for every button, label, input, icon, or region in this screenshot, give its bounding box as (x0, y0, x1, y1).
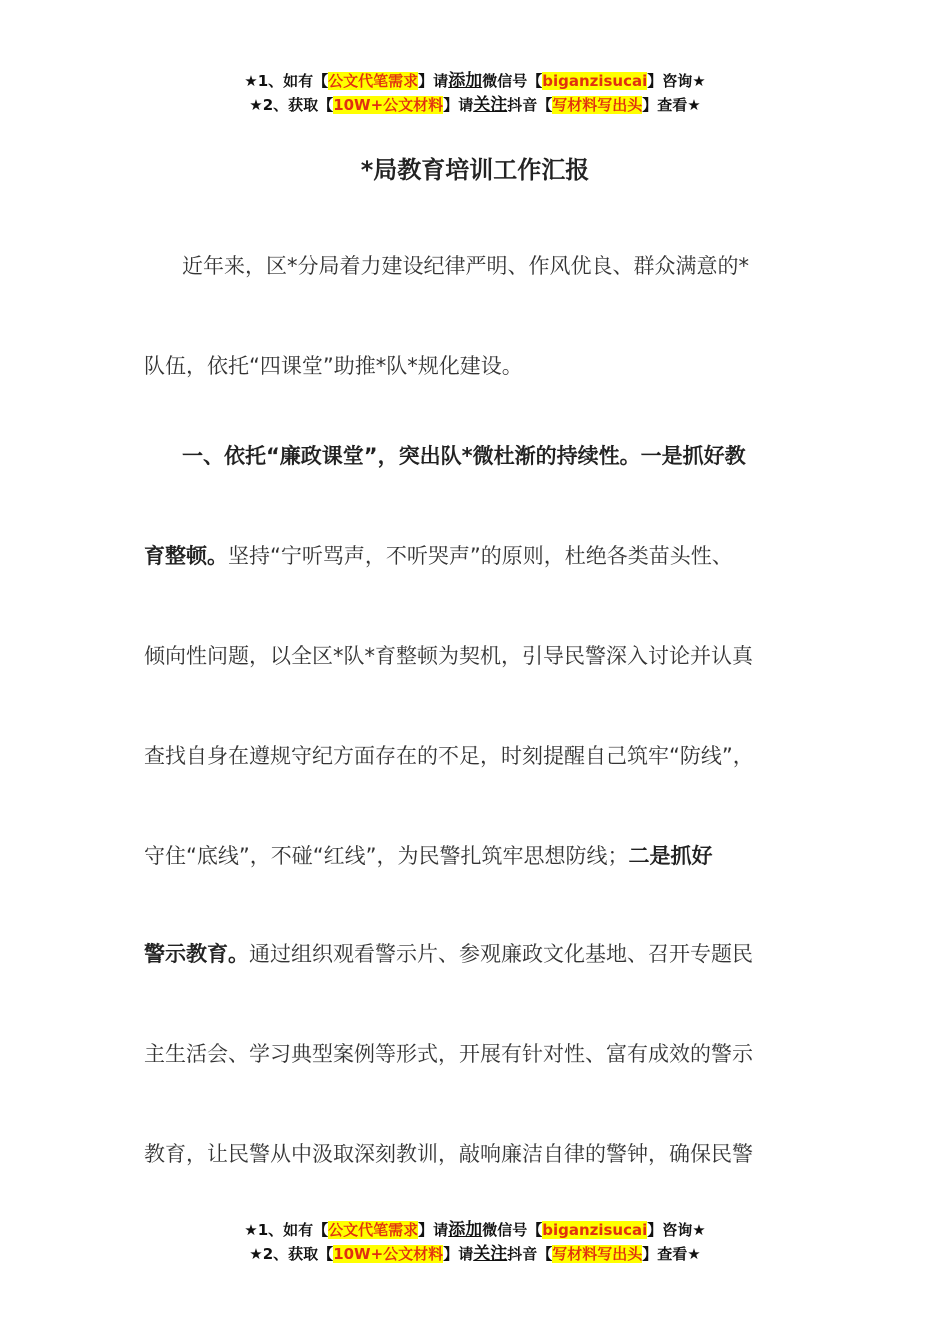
banner-line-1: ★1、如有【公文代笔需求】请添加微信号【biganzisucai】咨询★ (244, 1220, 706, 1240)
highlight-materials: 10W+公文材料 (333, 96, 444, 114)
highlight-wechat-id: biganzisucai (542, 72, 648, 90)
paragraph-line: 主生活会、学习典型案例等形式，开展有针对性、富有成效的警示 (144, 1042, 753, 1066)
paragraph-line: 查找自身在遵规守纪方面存在的不足，时刻提醒自己筑牢“防线”， (144, 744, 754, 768)
highlight-service: 公文代笔需求 (328, 1221, 419, 1239)
highlight-wechat-id: biganzisucai (542, 1221, 648, 1239)
banner-line-2: ★2、获取【10W+公文材料】请关注抖音【写材料写出头】查看★ (249, 95, 701, 115)
document-title: *局教育培训工作汇报 (360, 156, 590, 184)
paragraph-line: 队伍，依托“四课堂”助推*队*规化建设。 (144, 354, 523, 378)
header-banner (0, 69, 950, 117)
highlight-materials: 10W+公文材料 (333, 1245, 444, 1263)
paragraph-line: 教育，让民警从中汲取深刻教训，敲响廉洁自律的警钟，确保民警 (144, 1142, 753, 1166)
paragraph-line: 守住“底线”，不碰“红线”，为民警扎筑牢思想防线；二是抓好 (144, 844, 713, 868)
section-heading: 一、依托“廉政课堂”，突出队*微杜渐的持续性。一是抓好教 (182, 444, 746, 468)
banner-line-2: ★2、获取【10W+公文材料】请关注抖音【写材料写出头】查看★ (249, 1244, 701, 1264)
paragraph-line: 育整顿。坚持“宁听骂声，不听哭声”的原则，杜绝各类苗头性、 (144, 544, 733, 568)
paragraph-line: 近年来，区*分局着力建设纪律严明、作风优良、群众满意的* (182, 254, 749, 278)
paragraph-line: 警示教育。通过组织观看警示片、参观廉政文化基地、召开专题民 (144, 942, 753, 966)
paragraph-line: 倾向性问题，以全区*队*育整顿为契机，引导民警深入讨论并认真 (144, 644, 753, 668)
footer-banner (0, 1218, 950, 1266)
highlight-douyin: 写材料写出头 (552, 1245, 643, 1263)
highlight-service: 公文代笔需求 (328, 72, 419, 90)
highlight-douyin: 写材料写出头 (552, 96, 643, 114)
banner-line-1: ★1、如有【公文代笔需求】请添加微信号【biganzisucai】咨询★ (244, 71, 706, 91)
